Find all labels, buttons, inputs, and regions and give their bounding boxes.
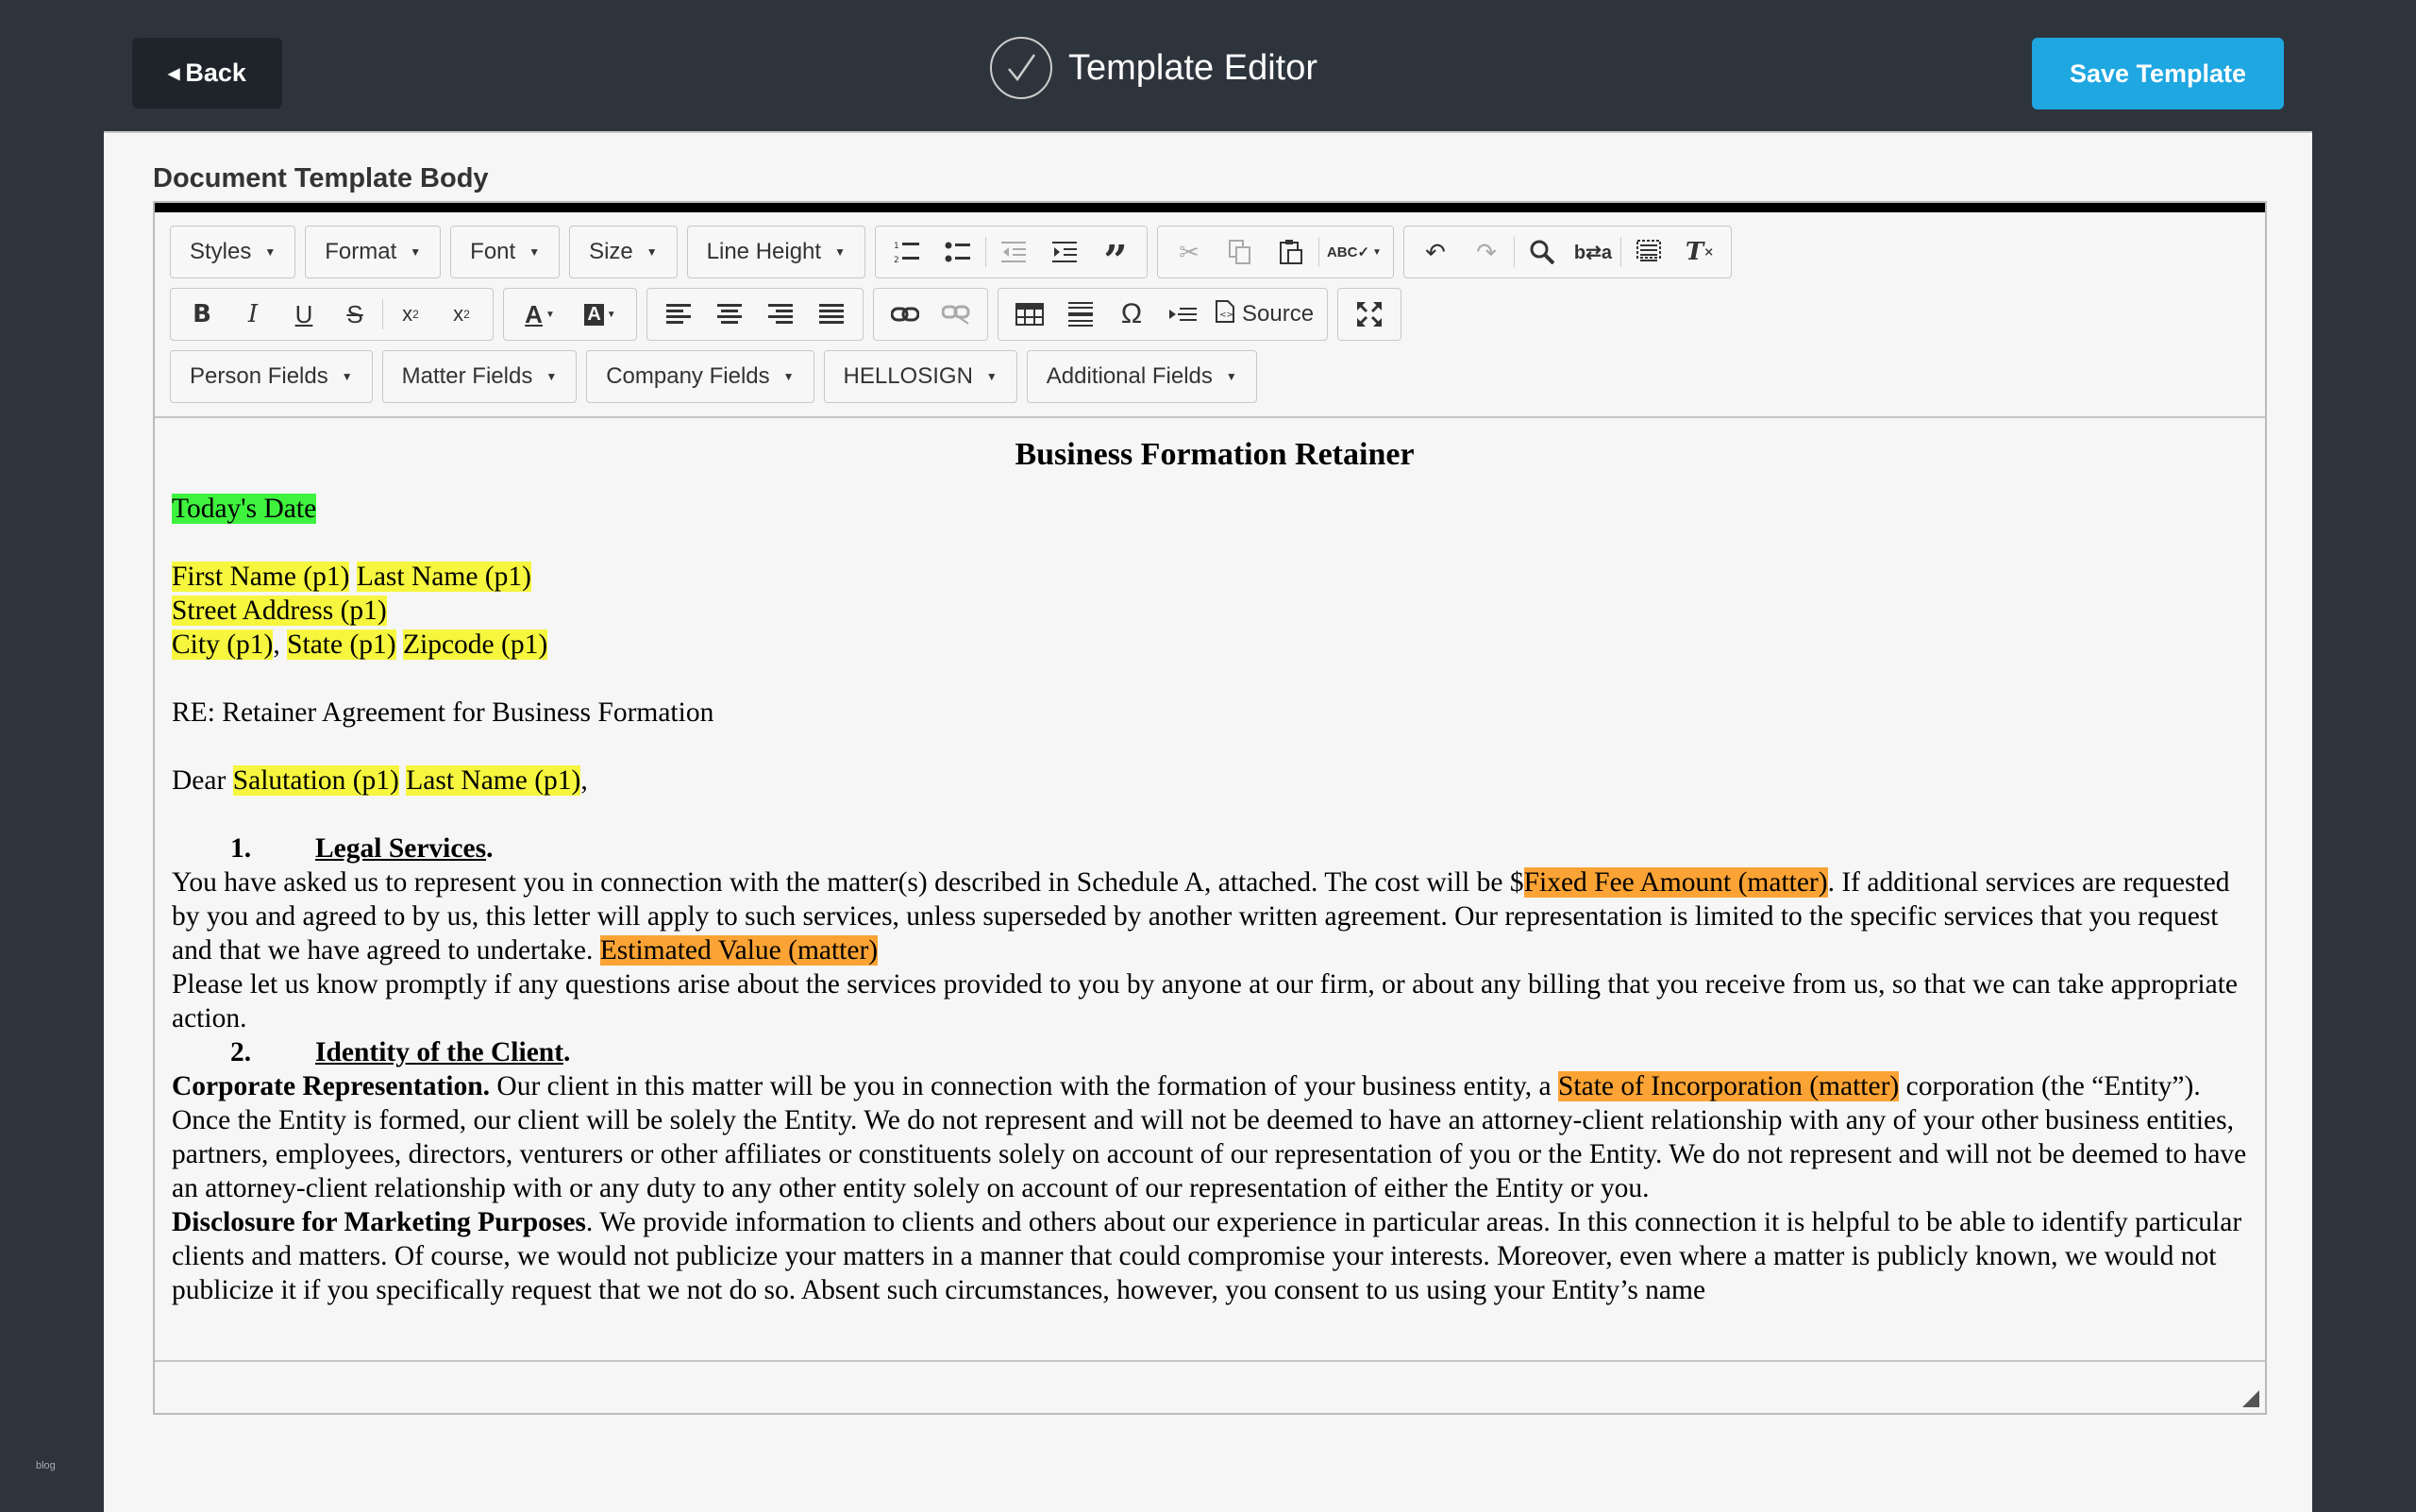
re-line: RE: Retainer Agreement for Business Formation: [172, 697, 714, 728]
format-dropdown[interactable]: [305, 226, 441, 278]
caret-down-icon: ▼: [646, 245, 658, 259]
table-icon[interactable]: [1004, 289, 1055, 340]
person-fields-dropdown[interactable]: [170, 350, 373, 403]
cut-icon[interactable]: ✂: [1179, 237, 1200, 266]
align-center-icon[interactable]: [704, 289, 755, 340]
background-color-icon[interactable]: A ▼: [570, 289, 630, 340]
top-bar: [0, 0, 2416, 131]
street-address-field: Street Address (p1): [172, 596, 387, 626]
additional-fields-label: Additional Fields: [1046, 363, 1213, 389]
copy-icon[interactable]: [1215, 227, 1266, 277]
resize-handle-icon[interactable]: [2242, 1390, 2259, 1407]
bulleted-list-icon[interactable]: [932, 227, 983, 277]
app-title-group: [989, 36, 1317, 100]
additional-fields-dropdown[interactable]: [1027, 350, 1257, 403]
search-icon[interactable]: [1517, 227, 1568, 277]
zipcode-field: Zipcode (p1): [402, 630, 548, 660]
size-dropdown[interactable]: [569, 226, 678, 278]
italic-icon[interactable]: I: [247, 300, 259, 328]
section-1-number: 1.: [230, 833, 252, 864]
page-break-icon[interactable]: [1157, 289, 1208, 340]
basic-styles-group: [170, 288, 494, 341]
salutation-field: Salutation (p1): [232, 765, 399, 796]
line-height-label: Line Height: [706, 239, 822, 264]
section-1-paragraph: [172, 865, 2257, 967]
street-line: [172, 594, 2257, 628]
separator: [1514, 237, 1515, 267]
underline-icon[interactable]: U: [294, 299, 313, 328]
dear-text: Dear: [172, 765, 233, 796]
line-height-dropdown[interactable]: [687, 226, 865, 278]
fixed-fee-field: Fixed Fee Amount (matter): [1523, 867, 1828, 898]
align-group: [646, 288, 864, 341]
section-2-text-c: . We provide information to clients and others about our experience in particular areas. In this connection it is helpful to be able to identify particular clients and matters. Of course, we would not publicize your matters in a manner that could compromise your interests. Moreover, even where a matter is publicly known, we would not publicize it if you specifically request that we not do so. Absent such circumstances, however, you consent to us using your Entity’s name: [172, 1207, 2242, 1305]
editor-top-border: [155, 203, 2265, 212]
redo-icon[interactable]: ↷: [1476, 237, 1497, 266]
city-field: City (p1): [172, 630, 274, 660]
section-label: Document Template Body: [153, 163, 489, 193]
check-circle-icon: [989, 36, 1053, 100]
caret-down-icon: ▼: [985, 370, 998, 383]
page-title: Template Editor: [1068, 47, 1318, 88]
text-color-icon[interactable]: A ▼: [525, 299, 555, 328]
person-fields-label: Person Fields: [190, 363, 328, 389]
save-template-button[interactable]: Save Template: [2032, 38, 2284, 109]
caret-down-icon: ▼: [410, 245, 422, 259]
special-char-icon[interactable]: Ω: [1120, 298, 1143, 329]
section-2-text-a: Our client in this matter will be you in connection with the formation of your business entity, a: [490, 1071, 1558, 1101]
section-1-title: Legal Services: [315, 833, 487, 864]
styles-label: Styles: [190, 239, 252, 264]
separator: [1620, 237, 1621, 267]
rich-text-editor: [153, 201, 2267, 1415]
caret-left-icon: ◀: [168, 65, 180, 82]
superscript-icon[interactable]: x 2: [453, 302, 470, 326]
right-gutter: [2312, 131, 2416, 1510]
separator: [382, 299, 383, 329]
svg-text:<>: <>: [1219, 310, 1234, 320]
undo-icon[interactable]: ↶: [1425, 237, 1446, 266]
editor-content[interactable]: [155, 416, 2265, 1360]
estimated-value-field: Estimated Value (matter): [599, 935, 879, 966]
section-1-paragraph-2: Please let us know promptly if any questions arise about the services provided to you by anyone at our firm, or about any billing that you receive from us, so that we can take appropriate action.: [172, 969, 2238, 1033]
font-dropdown[interactable]: [450, 226, 560, 278]
state-of-incorporation-field: State of Incorporation (matter): [1558, 1071, 1900, 1101]
align-left-icon[interactable]: [653, 289, 704, 340]
justify-icon[interactable]: [806, 289, 857, 340]
link-group: [873, 288, 988, 341]
source-label: Source: [1242, 301, 1315, 327]
company-fields-dropdown[interactable]: [586, 350, 814, 403]
city-line: City (p1), State (p1) Zipcode (p1): [172, 630, 548, 660]
align-right-icon[interactable]: [755, 289, 806, 340]
insert-group: [998, 288, 1328, 341]
back-label: Back: [185, 59, 246, 87]
last-name-field: Last Name (p1): [406, 765, 581, 796]
footer-watermark: blog: [36, 1460, 56, 1471]
section-2-heading: 2. Identity of the Client.: [230, 1037, 571, 1067]
disclosure-label: Disclosure for Marketing Purposes: [172, 1207, 586, 1237]
link-icon[interactable]: [880, 289, 931, 340]
caret-down-icon: ▼: [1225, 370, 1237, 383]
strikethrough-icon[interactable]: S: [346, 299, 363, 328]
svg-text:2: 2: [893, 256, 899, 264]
name-line: [172, 560, 2257, 594]
state-field: State (p1): [287, 630, 396, 660]
horizontal-line-icon[interactable]: [1055, 289, 1106, 340]
list-group: [875, 226, 1148, 285]
section-2-paragraph: [172, 1069, 2257, 1205]
font-label: Font: [470, 239, 516, 264]
blockquote-icon[interactable]: ”: [1103, 236, 1128, 285]
tools-group: [1337, 288, 1401, 341]
section-2-text-b: corporation (the “Entity”). Once the Entity is formed, our client will be solely the Entity. We do not represent and will not be deemed to have an attorney-client relationship with any of your other business entities, partners, employees, directors, venturers or other affiliates or constituents solely on account of our representation of you or the Entity. We do not represent and will not be deemed to have an attorney-client relationship with or any duty to any other entity solely on account of our representation of either the Entity or you.: [172, 1071, 2247, 1203]
source-button[interactable]: [1208, 300, 1321, 329]
caret-down-icon: ▼: [264, 245, 277, 259]
svg-text:1: 1: [893, 242, 899, 251]
company-fields-label: Company Fields: [606, 363, 770, 389]
date-line: [172, 492, 2257, 526]
document-body: [172, 431, 2257, 1307]
section-1-text-a: You have asked us to represent you in connection with the matter(s) described in Schedule A, attached. The cost will be $: [172, 867, 1524, 898]
remove-format-icon[interactable]: T ×: [1685, 238, 1715, 266]
section-2-title: Identity of the Client: [315, 1037, 564, 1067]
maximize-icon[interactable]: [1344, 289, 1395, 340]
spellcheck-icon[interactable]: ABC✓ ▼: [1326, 244, 1382, 260]
separator: [985, 237, 986, 267]
corporate-representation-label: Corporate Representation.: [172, 1071, 491, 1101]
subscript-icon[interactable]: x 2: [402, 302, 419, 326]
toolbar-row-3: [170, 350, 1257, 403]
section-1-text-b: . If additional services are requested by you and agreed to by us, this letter will apply to such services, unless superseded by another written agreement. Our representation is limited to the specific services that you request and that we have agreed to undertake.: [172, 867, 2230, 966]
hellosign-dropdown[interactable]: [824, 350, 1017, 403]
bold-icon[interactable]: B: [193, 300, 211, 328]
caret-down-icon: ▼: [834, 245, 846, 259]
size-label: Size: [589, 239, 633, 264]
outdent-icon[interactable]: [988, 227, 1039, 277]
color-group: [503, 288, 637, 341]
hellosign-label: HELLOSIGN: [843, 363, 973, 389]
todays-date-field: Today's Date: [172, 494, 317, 524]
section-2-number: 2.: [230, 1037, 252, 1067]
editor-status-bar: [155, 1360, 2265, 1413]
history-group: [1403, 226, 1732, 278]
indent-icon[interactable]: [1039, 227, 1090, 277]
section-2-paragraph-2: [172, 1205, 2257, 1307]
numbered-list-icon[interactable]: [881, 227, 932, 277]
section-1-heading: 1. Legal Services.: [230, 833, 494, 864]
document-title: Business Formation Retainer: [1015, 437, 1415, 472]
clipboard-group: [1157, 226, 1394, 278]
toolbar-row-2: [170, 288, 1401, 341]
separator: [1318, 237, 1319, 267]
caret-down-icon: ▼: [528, 245, 541, 259]
back-button[interactable]: [132, 38, 282, 109]
last-name-field: Last Name (p1): [356, 562, 531, 592]
first-name-field: First Name (p1): [172, 562, 350, 592]
format-label: Format: [325, 239, 397, 264]
caret-down-icon: ▼: [545, 370, 558, 383]
styles-dropdown[interactable]: [170, 226, 295, 278]
matter-fields-dropdown[interactable]: [382, 350, 578, 403]
select-all-icon[interactable]: [1623, 227, 1674, 277]
greeting-line: Dear Salutation (p1) Last Name (p1),: [172, 765, 588, 796]
source-icon: [1216, 300, 1234, 329]
paste-icon[interactable]: [1266, 227, 1317, 277]
matter-fields-label: Matter Fields: [401, 363, 533, 389]
find-replace-icon[interactable]: b⇄a: [1573, 242, 1613, 263]
toolbar-row-1: [170, 226, 1732, 285]
caret-down-icon: ▼: [782, 370, 795, 383]
caret-down-icon: ▼: [341, 370, 353, 383]
unlink-icon[interactable]: [931, 289, 982, 340]
